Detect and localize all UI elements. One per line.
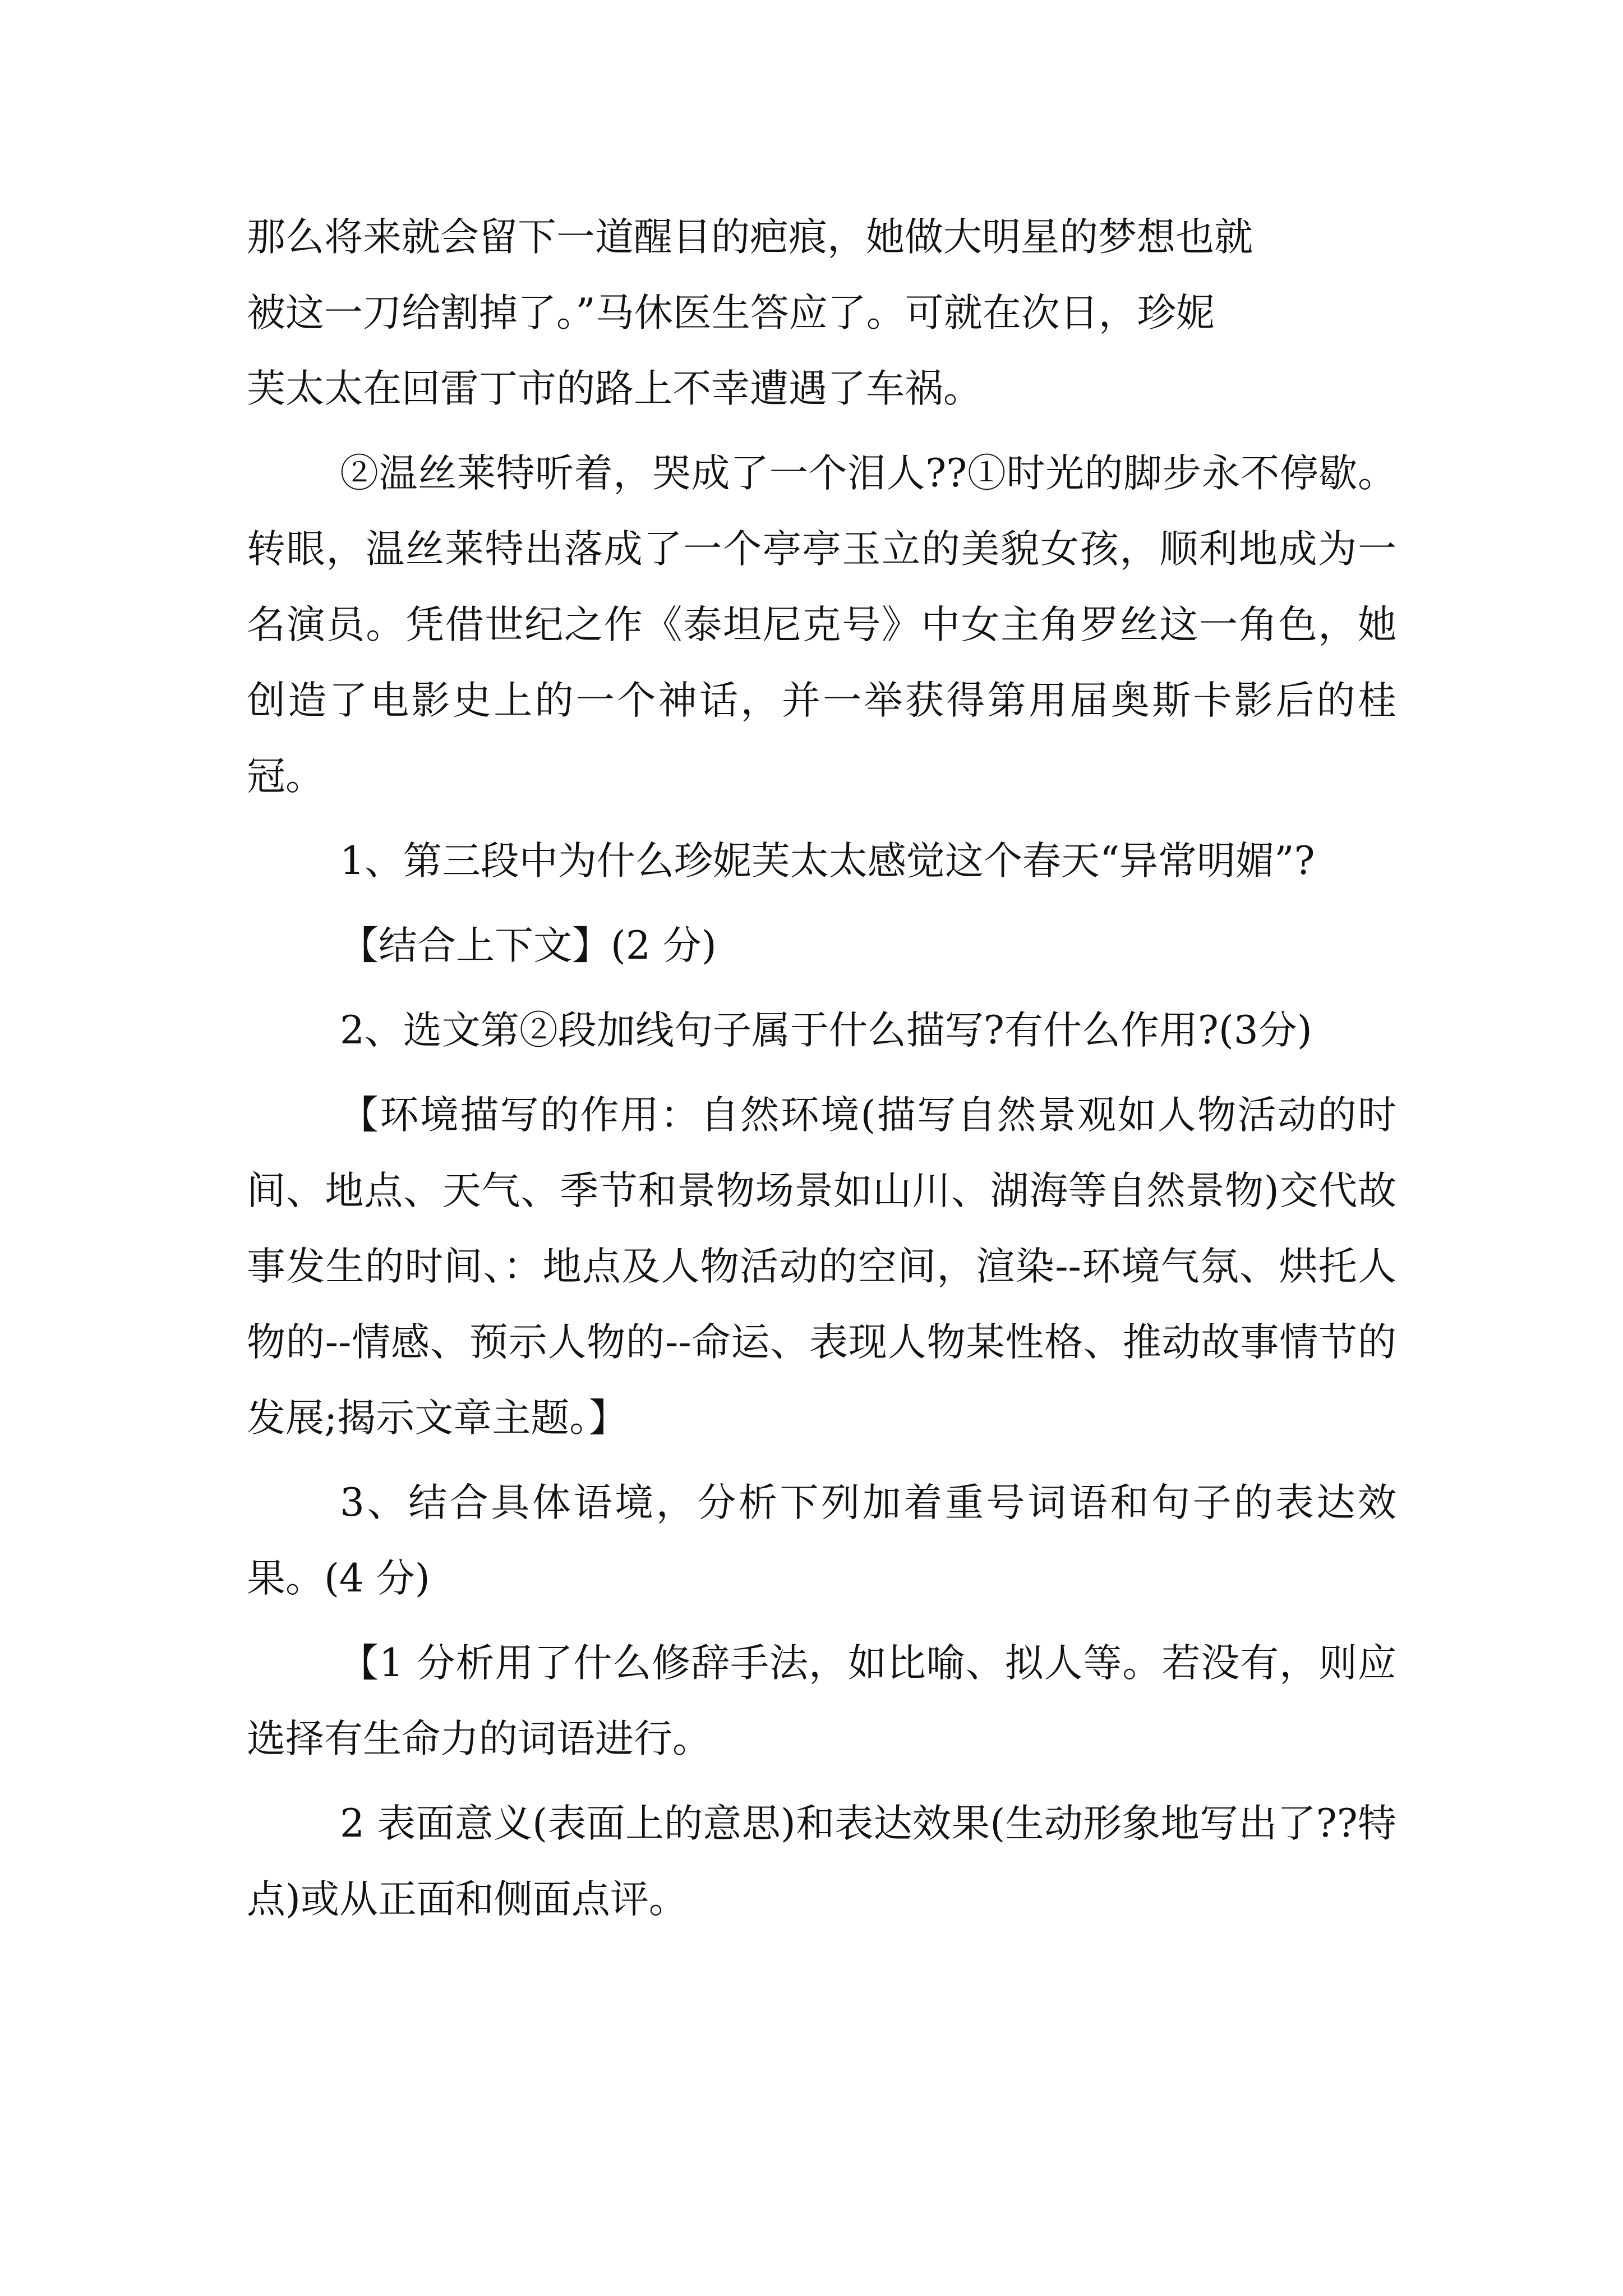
- text-line: 达效果。(4 分): [247, 1480, 1396, 1601]
- text-line: 得第用届奥斯卡影后的桂冠。: [247, 678, 1397, 799]
- text-line: 【1 分析用了什么修辞手法，如比喻、拟人等。若没有，: [340, 1641, 1319, 1686]
- paragraph-story: [247, 436, 1396, 815]
- text-line: ②温丝莱特听着，哭成了一个泪人??①时光的脚步永不: [340, 451, 1280, 496]
- text-line: 了??特点)或从正面和侧面点评。: [247, 1801, 1396, 1922]
- question-3: [247, 1465, 1396, 1617]
- question-1: [247, 823, 1396, 899]
- text-line: 分): [1258, 1008, 1312, 1053]
- question-2-hint: [247, 1078, 1396, 1456]
- question-2: [247, 993, 1396, 1069]
- text-line: 现人物某性格、推动故事情节的发展;揭示文章主题。】: [247, 1320, 1396, 1441]
- text-line: 2、选文第②段加线句子属于什么描写?有什么作用?(3: [340, 1008, 1258, 1053]
- text-line: 停歇。转眼，温丝莱特出落成了一个亭亭玉立的美貌女孩，: [247, 451, 1396, 572]
- question-1-hint: [247, 908, 1396, 984]
- document-body: [247, 200, 1396, 1938]
- text-line: 【环境描写的作用：自然环境(描写自然景观如人物活: [340, 1093, 1278, 1138]
- text-line: 染--环境气氛、烘托人物的--情感、预示人物的--命运、表: [247, 1244, 1396, 1365]
- text-line: 3、结合具体语境，分析下列加着重号词语和句子的表: [340, 1480, 1317, 1525]
- paragraph-continuation: [247, 200, 1396, 427]
- text-line: 芙太太在回雷丁市的路上不幸遭遇了车祸。: [247, 366, 982, 411]
- text-line: 被这一刀给割掉了。”马休医生答应了。可就在次日，珍妮: [247, 291, 1215, 335]
- text-line: 2 表面意义(表面上的意思)和表达效果(生动形象地写出: [340, 1801, 1278, 1846]
- text-line: 角罗丝这一角色，她创造了电影史上的一个神话，并一举获: [247, 602, 1396, 723]
- text-line: 则应选择有生命力的词语进行。: [247, 1641, 1396, 1761]
- text-line: 然景物)交代故事发生的时间、：地点及人物活动的空间，渲: [247, 1168, 1397, 1289]
- text-line: 动的时间、地点、天气、季节和景物场景如山川、湖海等自: [247, 1093, 1397, 1213]
- text-line: 【结合上下文】(2 分): [340, 923, 717, 968]
- text-line: 顺利地成为一名演员。凭借世纪之作《泰坦尼克号》中女主: [247, 527, 1396, 647]
- question-3-hint-2: [247, 1786, 1396, 1938]
- text-line: 1、第三段中为什么珍妮芙太太感觉这个春天“异常明: [340, 839, 1236, 884]
- question-3-hint-1: [247, 1626, 1396, 1777]
- text-line: 那么将来就会留下一道醒目的疤痕，她做大明星的梦想也就: [247, 215, 1253, 260]
- text-line: 媚”?: [1235, 839, 1315, 884]
